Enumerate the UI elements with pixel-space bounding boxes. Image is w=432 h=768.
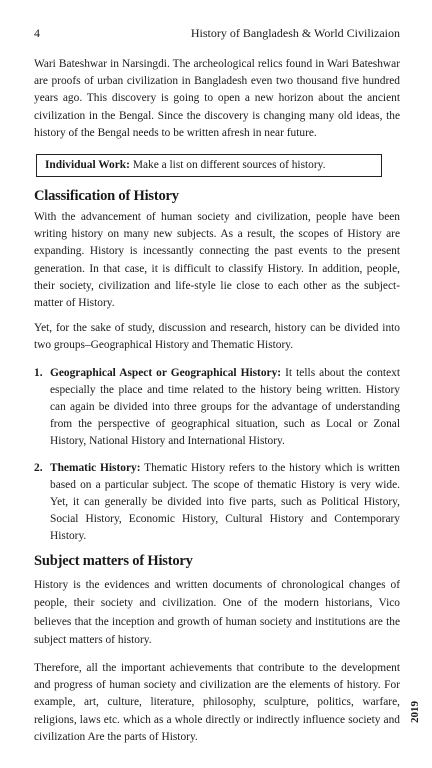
list-item-geographical xyxy=(34,365,400,451)
classification-paragraph-2: Yet, for the sake of study, discussion and research, history can be divided into two groups–Geographical History and Thematic History. xyxy=(34,322,400,352)
classification-list xyxy=(34,365,400,546)
classification-heading: Classification of History xyxy=(34,188,179,205)
list-item-thematic xyxy=(34,460,400,546)
intro-paragraph: Wari Bateshwar in Narsingdi. The archeological relics found in Wari Bateshwar are proofs of urban civilization in Bangladesh even two thousand five hundred years ago. This discovery is going to open a new horizon about the ancient civilization in the Bengal. Since the discovery is changing many old ideas, the history of the Bengal needs to be written afresh in near future. xyxy=(34,58,400,139)
list-item-number: 2. xyxy=(34,461,43,474)
subject-matters-paragraph-1: History is the evidences and written documents of chronological changes of people, their society and civilization. One of the modern historians, Vico believes that the inception and growth of human society and institutions are the subject matters of history. xyxy=(34,578,400,647)
list-item-title: Thematic History: xyxy=(50,461,141,474)
year-mark: 2019 xyxy=(409,701,421,723)
page-number: 4 xyxy=(34,26,40,40)
running-title: History of Bangladesh & World Civilizaion xyxy=(190,26,400,40)
individual-work-box xyxy=(36,154,382,177)
individual-work-label: Individual Work: xyxy=(45,159,130,172)
list-item-number: 1. xyxy=(34,366,43,379)
individual-work-text: Make a list on different sources of history. xyxy=(132,159,326,172)
list-item-text: Thematic History refers to the history which is written based on a particular subject. The scope of thematic History is very wide. Yet, it can generally be divided into five parts, such as Political History, Social History, Economic History, Cultural History and Contemporary History. xyxy=(50,461,400,543)
subject-matters-paragraph-2: Therefore, all the important achievements that contribute to the development and progress of human society and civilization are the elements of history. For example, art, culture, literature, philosophy, sculpture, politics, warfare, religions, laws etc. which as a whole directly or indirectly influence society and civilization Are the parts of History. xyxy=(34,662,400,743)
subject-matters-heading: Subject matters of History xyxy=(34,552,193,569)
list-item-text: It tells about the context especially the place and time related to the history being written. History can again be divided into three groups for the advantage of understanding from the perspective of geographical situation, such as Local or Zonal History, National History and International History. xyxy=(50,366,400,448)
page-body xyxy=(34,26,400,746)
classification-paragraph-1: With the advancement of human society and civilization, people have been writing history on many new subjects. As a result, the scopes of History are expanding. History is incessantly connecting the past events to the present generation. In that case, it is difficult to classify History. In addition, people, their society, civilization and life-style lie close to each other as the subject-matter of History. xyxy=(34,211,400,310)
page-header xyxy=(34,26,400,40)
list-item-title: Geographical Aspect or Geographical History: xyxy=(50,366,282,379)
